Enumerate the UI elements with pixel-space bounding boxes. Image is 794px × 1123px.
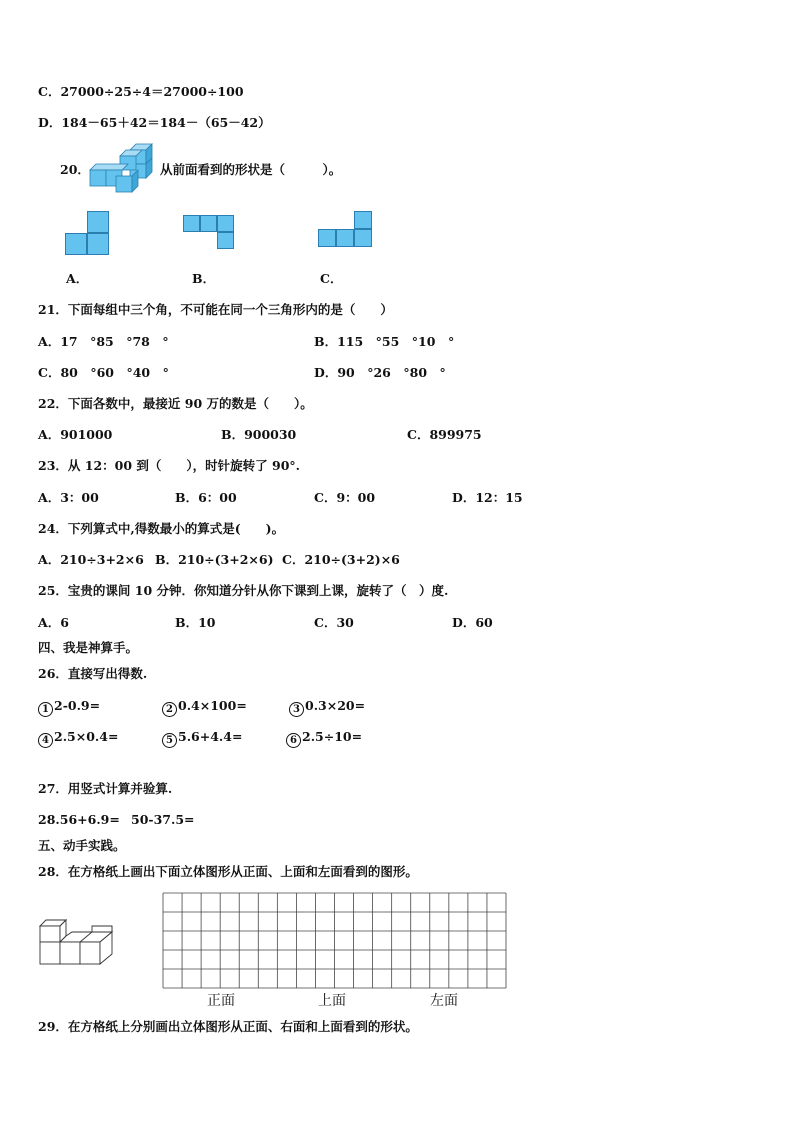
q26-item-5: 5 5.6+4.4= <box>162 729 242 748</box>
grid-label-left: 左面 <box>430 993 458 1009</box>
q22-option-a: A．901000 <box>38 427 113 442</box>
q26-item-3: 3 0.3×20= <box>289 698 365 717</box>
circled-number-3: 3 <box>289 702 304 717</box>
q20-solid-figure <box>88 142 158 194</box>
q22-option-c: C．899975 <box>407 427 482 442</box>
q24-stem: 24．下列算式中,得数最小的算式是( )。 <box>38 521 285 536</box>
q25-option-d: D．60 <box>452 615 493 630</box>
q20-label-c: C． <box>320 271 343 286</box>
section-5-heading: 五、动手实践。 <box>38 838 126 853</box>
circled-number-6: 6 <box>286 733 301 748</box>
q23-stem: 23．从 12：00 到（ ），时针旋转了 90°. <box>38 458 300 473</box>
q19-option-d: D．184－65＋42＝184－（65－42） <box>38 115 271 130</box>
grid-label-top: 上面 <box>318 993 346 1009</box>
q27-item-2: 50-37.5= <box>131 812 195 827</box>
q28-stem: 28．在方格纸上画出下面立体图形从正面、上面和左面看到的图形。 <box>38 864 418 879</box>
q22-option-b: B．900030 <box>221 427 297 442</box>
q21-option-b: B．115 °55 °10 ° <box>314 334 455 349</box>
q23-option-a: A．3：00 <box>38 490 99 505</box>
q29-stem: 29．在方格纸上分别画出立体图形从正面、右面和上面看到的形状。 <box>38 1019 418 1034</box>
circled-number-4: 4 <box>38 733 53 748</box>
q26-stem: 26．直接写出得数. <box>38 666 148 681</box>
q27-stem: 27．用竖式计算并验算. <box>38 781 173 796</box>
q19-option-c: C．27000÷25÷4＝27000÷100 <box>38 84 244 99</box>
q21-stem: 21．下面每组中三个角，不可能在同一个三角形内的是（ ） <box>38 302 393 317</box>
q20-label-b: B． <box>192 271 216 286</box>
q28-solid-figure <box>38 916 118 968</box>
q22-stem: 22．下面各数中，最接近 90 万的数是（ ）。 <box>38 396 313 411</box>
q25-stem: 25．宝贵的课间 10 分钟．你知道分针从你下课到上课，旋转了（ ）度. <box>38 583 449 598</box>
q20-number: 20． <box>60 162 90 177</box>
q23-option-d: D．12：15 <box>452 490 523 505</box>
q20-stem: 从前面看到的形状是（ ）。 <box>160 162 342 177</box>
q26-item-6: 6 2.5÷10= <box>286 729 362 748</box>
q28-square-grid[interactable] <box>163 893 506 988</box>
q20-label-a: A． <box>66 271 89 286</box>
q21-option-c: C．80 °60 °40 ° <box>38 365 169 380</box>
q24-option-c: C．210÷(3+2)×6 <box>282 552 400 567</box>
q27-item-1: 28.56+6.9= <box>38 812 120 827</box>
q24-option-a: A．210÷3+2×6 <box>38 552 144 567</box>
circled-number-2: 2 <box>162 702 177 717</box>
q25-option-c: C．30 <box>314 615 354 630</box>
q24-option-b: B．210÷(3+2×6) <box>155 552 274 567</box>
q21-option-a: A．17 °85 °78 ° <box>38 334 169 349</box>
q25-option-b: B．10 <box>175 615 216 630</box>
section-4-heading: 四、我是神算手。 <box>38 640 139 655</box>
circled-number-5: 5 <box>162 733 177 748</box>
grid-label-front: 正面 <box>207 993 235 1009</box>
q26-item-2: 2 0.4×100= <box>162 698 247 717</box>
circled-number-1: 1 <box>38 702 53 717</box>
q23-option-c: C．9：00 <box>314 490 376 505</box>
q26-item-4: 4 2.5×0.4= <box>38 729 118 748</box>
q23-option-b: B．6：00 <box>175 490 237 505</box>
q21-option-d: D．90 °26 °80 ° <box>314 365 446 380</box>
q26-item-1: 1 2-0.9= <box>38 698 100 717</box>
q25-option-a: A．6 <box>38 615 69 630</box>
